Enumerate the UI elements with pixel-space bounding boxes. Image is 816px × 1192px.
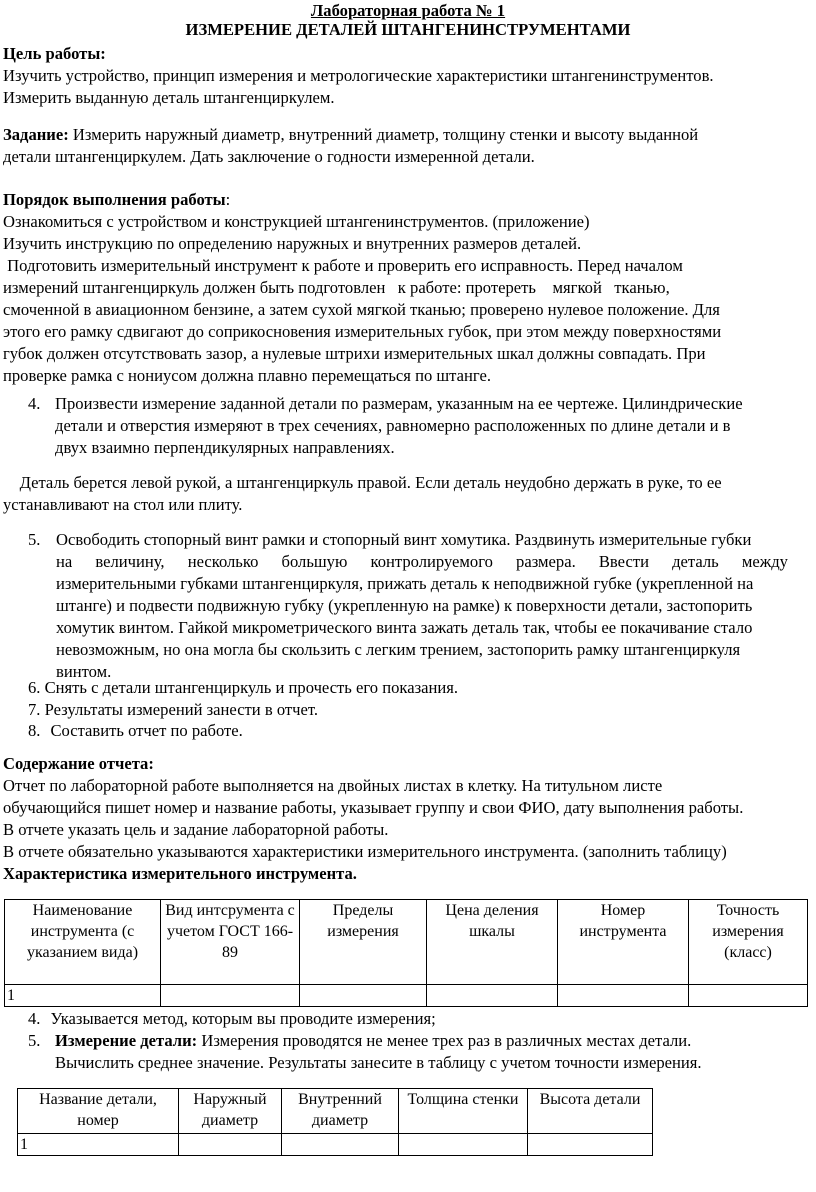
item-line: Освободить стопорный винт рамки и стопорный винт хомутика. Раздвинуть измерительные губки	[56, 530, 752, 549]
lab-subtitle: ИЗМЕРЕНИЕ ДЕТАЛЕЙ ШТАНГЕНИНСТРУМЕНТАМИ	[185, 20, 631, 39]
table-header-cell: Цена деления шкалы	[427, 900, 558, 985]
task-section	[3, 124, 813, 168]
item-line: винтом.	[56, 662, 112, 681]
table-header-cell: Внутренний диаметр	[282, 1089, 399, 1134]
report-item-4	[28, 1008, 813, 1030]
report-line: В отчете указать цель и задание лабораторной работы.	[3, 820, 389, 839]
item-number: 4.	[28, 394, 41, 413]
item-line: Произвести измерение заданной детали по размерам, указанным на ее чертеже. Цилиндрические	[55, 394, 743, 413]
item-text: Указывается метод, которым вы проводите измерения;	[50, 1009, 436, 1028]
task-text: Измерить наружный диаметр, внутренний диаметр, толщину стенки и высоту выданной	[68, 125, 699, 144]
procedure-para: смоченной в авиационном бензине, а затем сухой мягкой тканью; проверено нулевое положение. Для	[3, 300, 720, 319]
table-cell	[282, 1134, 399, 1156]
table-header-cell: Точность измерения (класс)	[689, 900, 808, 985]
item-line: измерительными губками штангенциркуля, прижать деталь к неподвижной губке (укрепленной на	[56, 574, 754, 593]
table-header-cell: Пределы измерения	[300, 900, 427, 985]
item-number: 8.	[28, 721, 41, 740]
procedure-item-8	[28, 720, 816, 742]
procedure-line: Изучить инструкцию по определению наружных и внутренних размеров деталей.	[3, 234, 582, 253]
note-line: устанавливают на стол или плиту.	[3, 495, 243, 514]
item-line: двух взаимно перпендикулярных направлениях.	[55, 438, 395, 457]
note-line: Деталь берется левой рукой, а штангенциркуль правой. Если деталь неудобно держать в руке, то ее	[3, 473, 722, 492]
report-heading: Содержание отчета:	[3, 754, 154, 773]
procedure-para: губок должен отсутствовать зазор, а нулевые штрихи измерительных шкал должны совпадать. При	[3, 344, 706, 363]
item-line: штанге) и подвести подвижную губку (укрепленную на рамке) к поверхности детали, застопорить	[56, 596, 753, 615]
table-cell	[528, 1134, 653, 1156]
instrument-table	[4, 899, 808, 1007]
item-number: 5.	[28, 1031, 41, 1050]
table-cell	[161, 985, 300, 1007]
procedure-colon: :	[225, 190, 231, 209]
table-header-row	[18, 1089, 653, 1134]
goal-line: Измерить выданную деталь штангенциркулем.	[3, 88, 335, 107]
table-header-cell: Номер инструмента	[558, 900, 689, 985]
procedure-para: проверке рамка с нониусом должна плавно перемещаться по штанге.	[3, 366, 491, 385]
report-line: В отчете обязательно указываются характеристики измерительного инструмента. (заполнить таблицу)	[3, 842, 727, 861]
table-cell	[427, 985, 558, 1007]
table1-heading: Характеристика измерительного инструмента.	[3, 864, 357, 883]
item-text-line2: Вычислить среднее значение. Результаты занесите в таблицу с учетом точности измерения.	[55, 1053, 702, 1072]
table-row	[5, 985, 808, 1007]
report-section	[3, 753, 813, 885]
item-text: Измерения проводятся не менее трех раз в различных местах детали.	[197, 1031, 692, 1050]
procedure-section	[3, 189, 813, 387]
item-line: на величину, несколько большую контролируемого размера. Ввести деталь между	[56, 552, 788, 571]
report-item-5	[28, 1030, 813, 1074]
procedure-para: измерений штангенциркуль должен быть подготовлен к работе: протереть мягкой тканью,	[3, 278, 670, 297]
procedure-note	[3, 472, 813, 516]
procedure-item-4	[28, 393, 813, 459]
table-header-cell: Наименование инструмента (с указанием вида)	[5, 900, 161, 985]
goal-line: Изучить устройство, принцип измерения и метрологические характеристики штангенинструментов.	[3, 66, 714, 85]
item-line: детали и отверстия измеряют в трех сечениях, равномерно расположенных по длине детали и в	[55, 416, 731, 435]
table-row	[18, 1134, 653, 1156]
item-label: Измерение детали:	[55, 1031, 198, 1050]
item-number: 4.	[28, 1009, 41, 1028]
table-header-cell: Название детали, номер	[18, 1089, 179, 1134]
item-text: Составить отчет по работе.	[50, 721, 243, 740]
procedure-item-7: 7. Результаты измерений занести в отчет.	[28, 700, 319, 719]
procedure-item-6: 6. Снять с детали штангенциркуль и прочесть его показания.	[28, 678, 459, 697]
procedure-para: этого его рамку сдвигают до соприкосновения измерительных губок, при этом между поверхностями	[3, 322, 722, 341]
table-cell	[399, 1134, 528, 1156]
procedure-heading: Порядок выполнения работы	[3, 190, 226, 209]
goal-heading: Цель работы:	[3, 44, 106, 63]
task-text-line2: детали штангенциркулем. Дать заключение о годности измеренной детали.	[3, 147, 535, 166]
table-header-cell: Наружный диаметр	[179, 1089, 282, 1134]
report-line: обучающийся пишет номер и название работы, указывает группу и свои ФИО, дату выполнения работы.	[3, 798, 744, 817]
table-header-cell: Вид интсрумента с учетом ГОСТ 166-89	[161, 900, 300, 985]
procedure-para: Подготовить измерительный инструмент к работе и проверить его исправность. Перед началом	[3, 256, 683, 275]
table-cell: 1	[18, 1134, 179, 1156]
table-header-cell: Толщина стенки	[399, 1089, 528, 1134]
task-label: Задание:	[3, 125, 69, 144]
table-cell	[179, 1134, 282, 1156]
report-line: Отчет по лабораторной работе выполняется на двойных листах в клетку. На титульном листе	[3, 776, 663, 795]
procedure-line: Ознакомиться с устройством и конструкцией штангенинструментов. (приложение)	[3, 212, 590, 231]
table-header-row	[5, 900, 808, 985]
goal-section	[3, 43, 813, 109]
table-cell: 1	[5, 985, 161, 1007]
item-line: невозможным, но она могла бы скользить с легким трением, застопорить рамку штангенциркуля	[56, 640, 741, 659]
item-line: хомутик винтом. Гайкой микрометрического винта зажать деталь так, чтобы ее покачивание стало	[56, 618, 753, 637]
table-cell	[300, 985, 427, 1007]
table-cell	[689, 985, 808, 1007]
measurement-table	[17, 1088, 653, 1156]
table-cell	[558, 985, 689, 1007]
procedure-item-5	[28, 529, 813, 683]
table-header-cell: Высота детали	[528, 1089, 653, 1134]
lab-title: Лабораторная работа № 1	[310, 1, 506, 20]
item-number: 5.	[28, 530, 41, 549]
